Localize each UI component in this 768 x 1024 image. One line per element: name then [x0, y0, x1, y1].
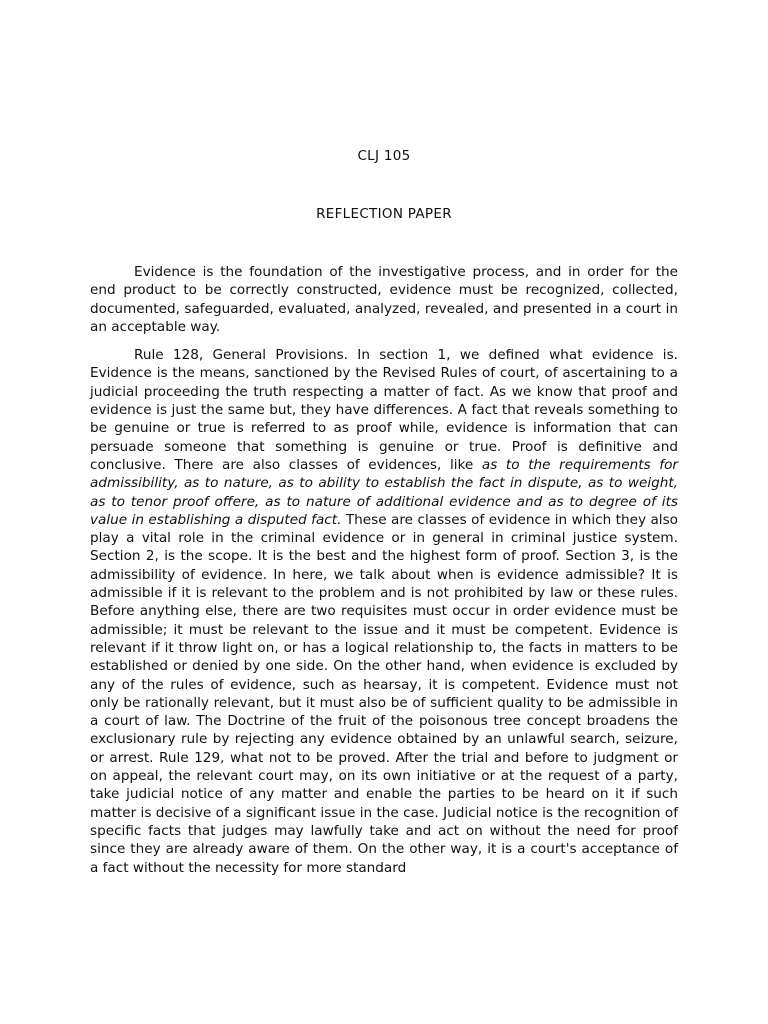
paragraph-intro: Evidence is the foundation of the investigative process, and in order for the end product to be correctly constructed, evidence must be recognized, collected, documented, safeguarded, evaluated, analyzed, revealed, and presented in a court in an acceptable way.: [90, 264, 678, 335]
course-code: CLJ 105: [357, 148, 411, 164]
paragraph-rules-italic: as to the requirements for admissibility, as to nature, as to ability to establish the fact in dispute, as to weight, as to tenor proof offere, as to nature of additional evidence and as to degree of its value in establishing a disputed fact.: [90, 456, 678, 528]
paragraph-rules-part2: These are classes of evidence in which they also play a vital role in the criminal evidence or in general in criminal justice system. Section 2, is the scope. It is the best and the highest form of proof. Section 3, is the admissibility of evidence. In here, we talk about when is evidence admissible? It is admissible if it is relevant to the problem and is not prohibited by law or these rules. Before anything else, there are two requisites must occur in order evidence must be admissible; it must be relevant to the issue and it must be competent. Evidence is relevant if it throw light on, or has a logical relationship to, the facts in matters to be established or denied by one side. On the other hand, when evidence is excluded by any of the rules of evidence, such as hearsay, it is competent. Evidence must not only be rationally relevant, but it must also be of sufficient quality to be admissible in a court of law. The Doctrine of the fruit of the poisonous tree concept broadens the exclusionary rule by rejecting any evidence obtained by an unlawful search, seizure, or arrest. Rule 129, what not to be proved. After the trial and before to judgment or on appeal, the relevant court may, on its own initiative or at the request of a party, take judicial notice of any matter and enable the parties to be heard on it if such matter is decisive of a significant issue in the case. Judicial notice is the recognition of specific facts that judges may lawfully take and act on without the need for proof since they are already aware of them. On the other way, it is a court's acceptance of a fact without the necessity for more standard: [90, 511, 678, 876]
body-text: [90, 263, 678, 887]
paragraph-rules: [90, 346, 678, 877]
paragraph-rules-part1: Rule 128, General Provisions. In section 1, we defined what evidence is. Evidence is the means, sanctioned by the Revised Rules of court, of ascertaining to a judicial proceeding the truth respecting a matter of fact. As we know that proof and evidence is just the same but, they have differences. A fact that reveals something to be genuine or true is referred to as proof while, evidence is information that can persuade someone that something is genuine or true. Proof is definitive and conclusive. There are also classes of evidences, like: [90, 347, 678, 473]
paper-title: REFLECTION PAPER: [316, 206, 452, 222]
